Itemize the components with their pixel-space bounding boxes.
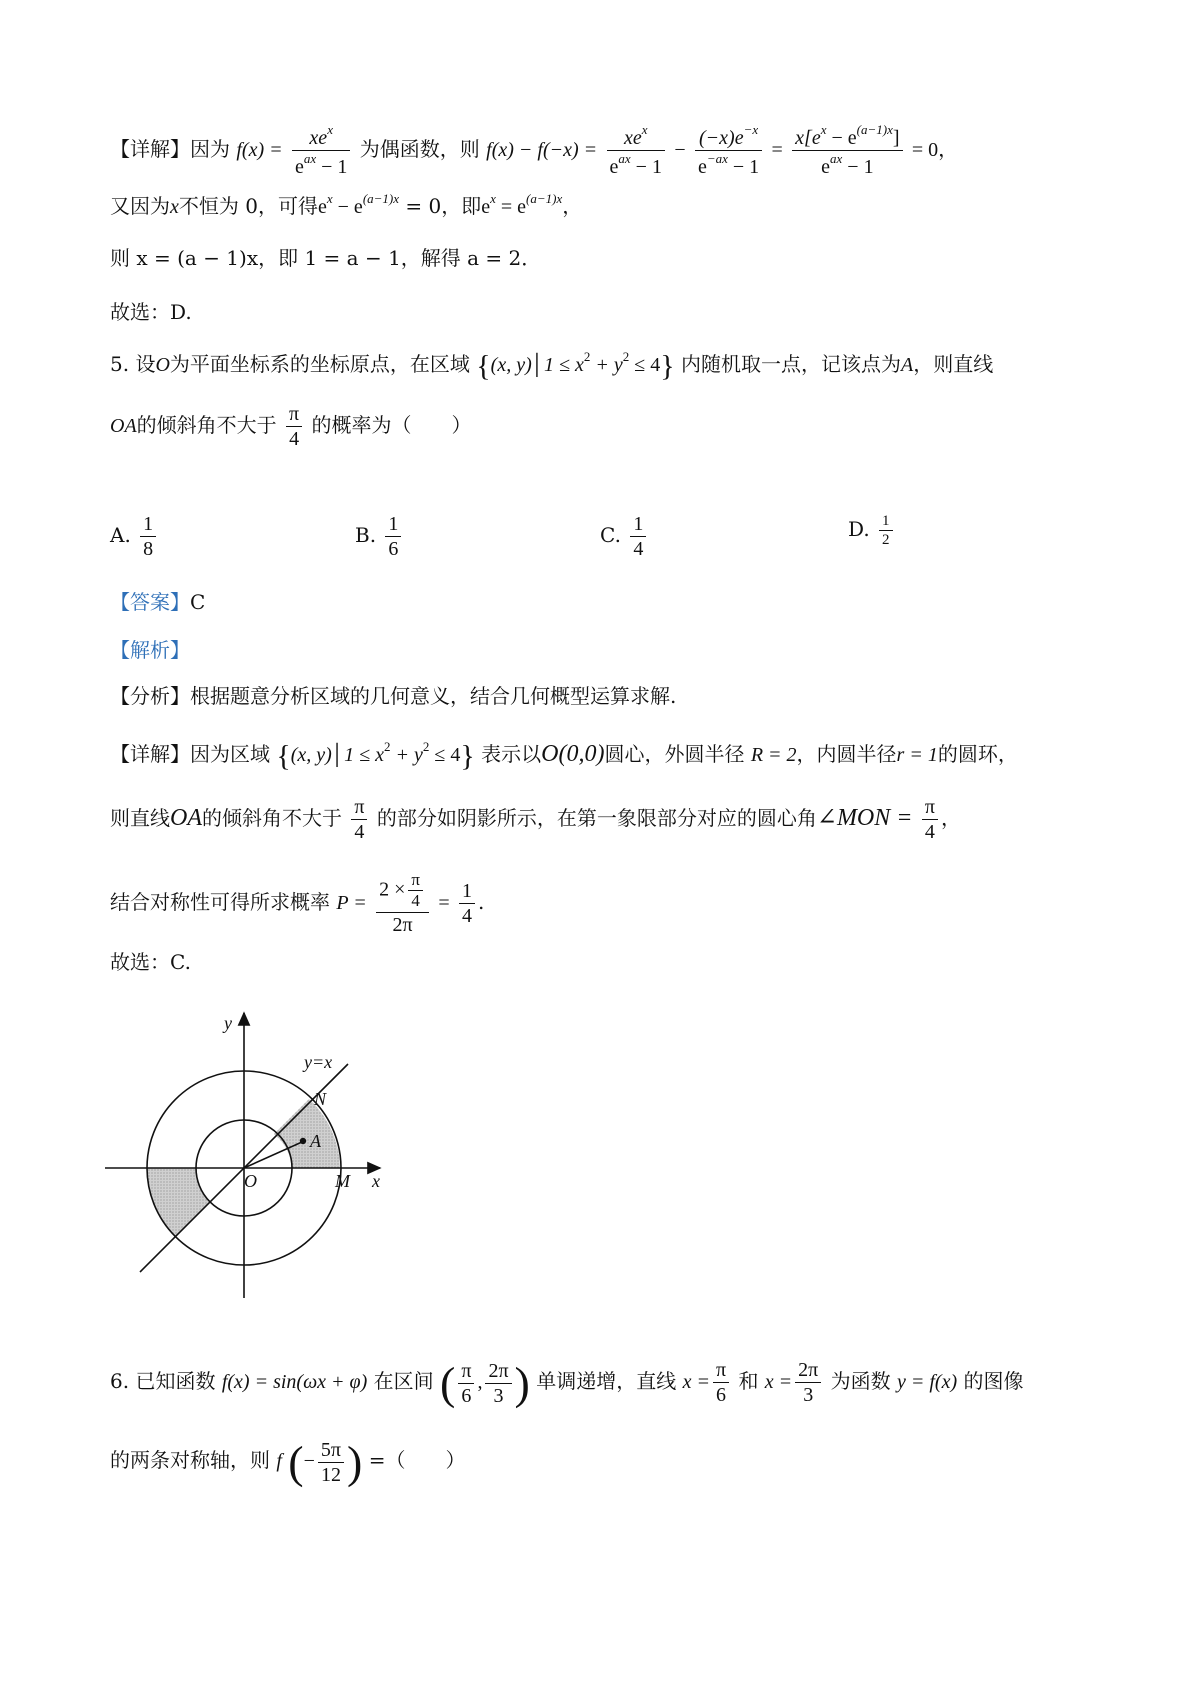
fraction: $\frac{\pi}{4}$ bbox=[286, 402, 302, 451]
analysis-tag: 【解析】 bbox=[110, 638, 190, 662]
q6-stem-line-1: 6. 已知函数 f(x) = sin(ωx + φ) 在区间 ( $\frac{\pi}{6}$ , $\frac{2\pi}{3}$ ) 单调递增，直线 x = $\frac{\pi}{6}$ 和 x = $\frac{2\pi}{3}$ 为函数 y = f(x) 的图像 bbox=[110, 1357, 1024, 1409]
y-axis-label: y bbox=[224, 1013, 232, 1033]
point-a bbox=[300, 1138, 306, 1144]
q5-stem-line-2: OA的倾斜角不大于 $\frac{\pi}{4}$ 的概率为（ ） bbox=[110, 403, 472, 450]
option-a: A. $\frac{1}{8}$ bbox=[110, 512, 159, 561]
fraction: $\frac{xe^x}{e^{ax} - 1}$ bbox=[292, 122, 350, 179]
q5-conclusion: 故选：C. bbox=[110, 950, 191, 974]
line-label: y=x bbox=[304, 1052, 333, 1072]
label-m: M bbox=[335, 1171, 350, 1191]
fraction: $\frac{xe^x}{e^{ax} - 1}$ bbox=[607, 122, 665, 179]
shaded-sector-q1 bbox=[274, 1099, 340, 1168]
annulus-figure bbox=[100, 995, 430, 1305]
q5-detail-line-3: 结合对称性可得所求概率 P = 2 × $\frac{\pi}{4}$ 2π = $\frac{1}{4}$ . bbox=[110, 870, 485, 936]
q5-detail-line-1: 【详解】因为区域 {(x, y)│1 ≤ $x^2 + y^2 \le 4$} 表示以O(0,0)圆心，外圆半径 R = 2，内圆半径r = 1的圆环， bbox=[110, 739, 1018, 773]
q5-analyze: 【分析】根据题意分析区域的几何意义，结合几何概型运算求解. bbox=[110, 684, 677, 708]
q4-detail-line: 【详解】因为 f(x) = $\frac{xe^x}{e^{ax} - 1}$ 为偶函数，则 f(x) − f(−x) = $\frac{xe^x}{e^{ax} - 1}$ − $\frac{(-x)e^{-x}}{e^{-ax} - 1}$ = $\frac{x[e^x - e^{(a-1)x}]}{e^{ax} - 1}$ = 0， bbox=[110, 122, 959, 178]
q6-stem-line-2: 的两条对称轴，则 f (− $\frac{5\pi}{12}$ ) =（ ） bbox=[110, 1436, 466, 1488]
x-axis-label: x bbox=[372, 1171, 380, 1191]
q5-stem-line-1: 5. 设O为平面坐标系的坐标原点，在区域 {(x, y)│1 ≤ $x^2 + y^2 \le 4$} 内随机取一点，记该点为A，则直线 bbox=[110, 349, 994, 383]
option-d: D. $\frac{1}{2}$ bbox=[848, 512, 896, 549]
q5-detail-line-2: 则直线OA的倾斜角不大于 $\frac{\pi}{4}$ 的部分如阴影所示，在第一象限部分对应的圆心角∠MON = $\frac{\pi}{4}$ ， bbox=[110, 796, 961, 843]
fraction: 2 × $\frac{\pi}{4}$ 2π bbox=[376, 870, 429, 937]
option-b: B. $\frac{1}{6}$ bbox=[355, 512, 404, 561]
q4-line-3: 则 x = (a − 1)x，即 1 = a − 1，解得 a = 2． bbox=[110, 246, 542, 270]
label-a: A bbox=[310, 1131, 321, 1151]
option-c: C. $\frac{1}{4}$ bbox=[600, 512, 649, 561]
q4-conclusion: 故选：D. bbox=[110, 300, 192, 324]
label-o: O bbox=[244, 1171, 257, 1191]
answer-tag: 【答案】 bbox=[110, 590, 190, 614]
label-n: N bbox=[314, 1089, 327, 1109]
fraction: $\frac{(-x)e^{-x}}{e^{-ax} - 1}$ bbox=[695, 122, 762, 179]
fraction: $\frac{x[e^x - e^{(a-1)x}]}{e^{ax} - 1}$ bbox=[792, 122, 902, 179]
detail-tag: 【详解】 bbox=[110, 137, 190, 161]
q4-line-2: 又因为x不恒为 0，可得$e^x - e^{(a-1)x} = 0$，即$e^x = e^{(a-1)x}$， bbox=[110, 191, 583, 218]
q5-answer: 【答案】C bbox=[110, 590, 206, 614]
shaded-sector-q3 bbox=[147, 1168, 209, 1237]
